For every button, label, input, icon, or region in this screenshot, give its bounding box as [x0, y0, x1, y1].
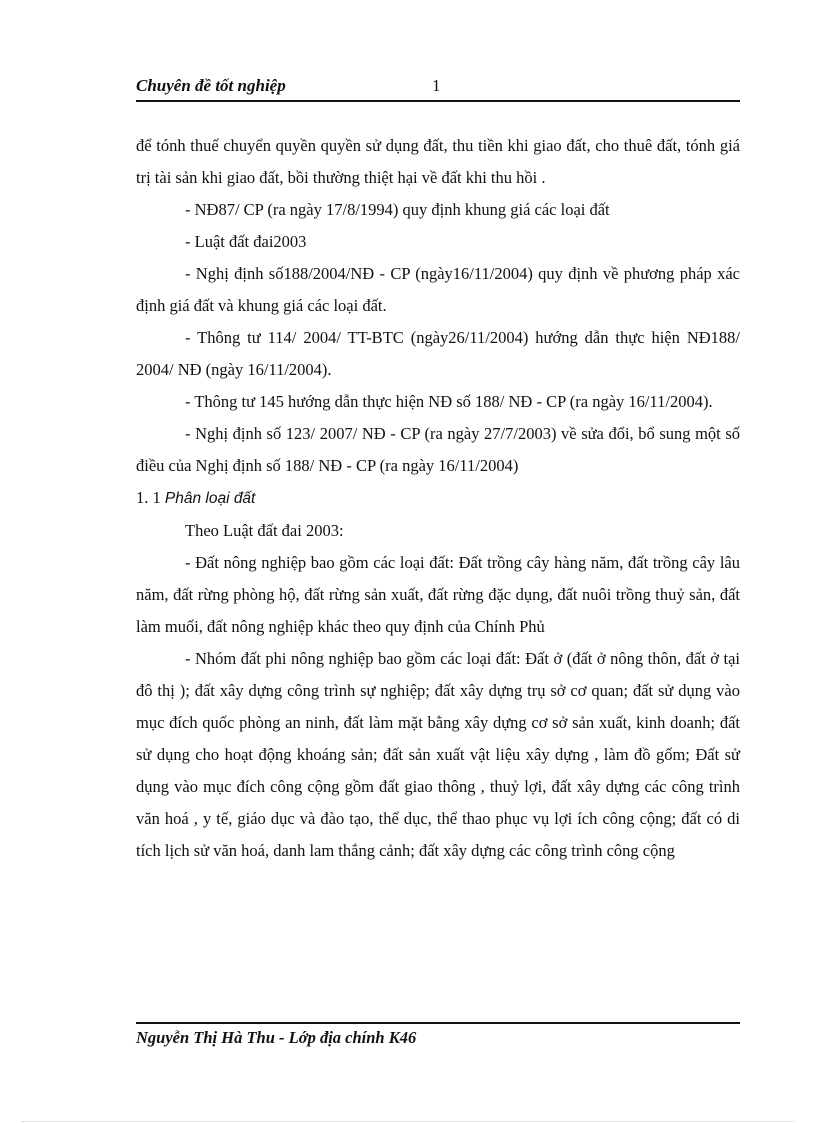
paragraph: - Thông tư 114/ 2004/ TT-BTC (ngày26/11/2004) hướng dẫn thực hiện NĐ188/ 2004/ NĐ (ngày 16/11/2004). — [136, 328, 740, 379]
paragraph: - Nghị định số 123/ 2007/ NĐ - CP (ra ngày 27/7/2003) về sửa đổi, bổ sung một số điều của Nghị định số 188/ NĐ - CP (ra ngày 16/11/2004) — [136, 424, 740, 475]
paragraph: - Nghị định số188/2004/NĐ - CP (ngày16/11/2004) quy định về phương pháp xác định giá đất và khung giá các loại đất. — [136, 264, 740, 315]
page-header — [136, 74, 740, 102]
paragraph: - Thông tư 145 hướng dẫn thực hiện NĐ số 188/ NĐ - CP (ra ngày 16/11/2004). — [185, 392, 713, 411]
section-heading — [136, 482, 740, 515]
page-number: 1 — [432, 76, 441, 95]
document-body — [136, 130, 740, 867]
page-footer: Nguyễn Thị Hà Thu - Lớp địa chính K46 — [136, 1028, 417, 1047]
paragraph: - Đất nông nghiệp bao gồm các loại đất: Đất trồng cây hàng năm, đất trồng cây lâu năm, đất rừng phòng hộ, đất rừng sản xuất, đất rừng đặc dụng, đất nuôi trồng thuỷ sản, đất làm muối, đất nông nghiệp khác theo quy định của Chính Phủ — [136, 553, 740, 636]
section-number: 1. 1 — [136, 488, 161, 507]
paragraph: - NĐ87/ CP (ra ngày 17/8/1994) quy định khung giá các loại đất — [185, 200, 610, 219]
footer-divider — [136, 1022, 740, 1024]
paragraph: - Luật đất đai2003 — [185, 232, 307, 251]
paragraph: - Nhóm đất phi nông nghiệp bao gồm các loại đất: Đất ở (đất ở nông thôn, đất ở tại đô thị ); đất xây dựng công trình sự nghiệp; đất xây dựng trụ sở cơ quan; đất sử dụng vào mục đích quốc phòng an ninh, đất làm mặt bằng xây dựng cơ sở sản xuất, kinh doanh; đất sử dụng cho hoạt động khoáng sản; đất sản xuất vật liệu xây dựng , làm đồ gốm; Đất sử dụng vào mục đích công cộng gồm đất giao thông , thuỷ lợi, đất xây dựng các công trình văn hoá , y tế, giáo dục và đào tạo, thể dục, thể thao phục vụ lợi ích công cộng; đất có di tích lịch sử văn hoá, danh lam thắng cảnh; đất xây dựng các công trình công cộng — [136, 649, 740, 860]
paragraph: Theo Luật đất đai 2003: — [185, 521, 344, 540]
paragraph: để tónh thuế chuyển quyền quyền sử dụng đất, thu tiền khi giao đất, cho thuê đất, tónh giá trị tài sản khi giao đất, bồi thường thiệt hại về đất khi thu hồi . — [136, 136, 740, 187]
document-title: Chuyên đề tốt nghiệp — [136, 76, 286, 95]
page-bottom-edge — [22, 1121, 794, 1122]
section-title: Phân loại đất — [164, 490, 256, 507]
